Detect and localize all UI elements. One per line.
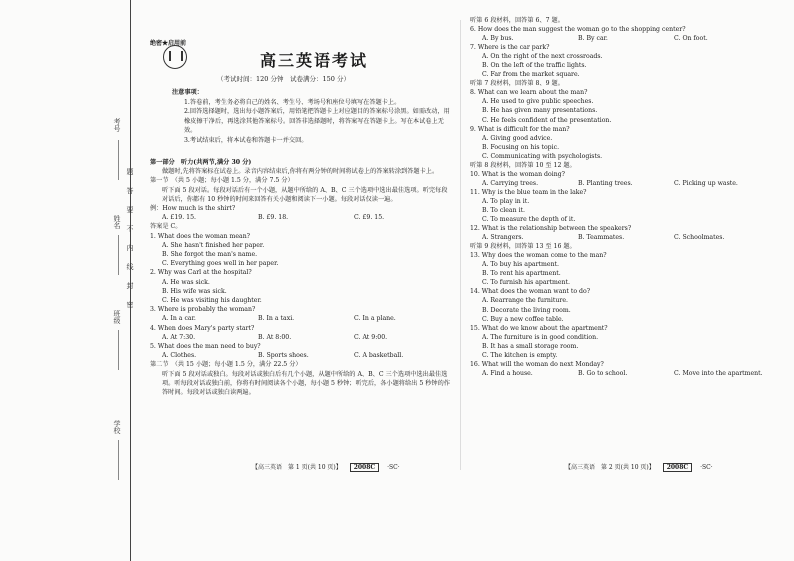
- options-row: [470, 233, 770, 242]
- exam-title: 高三英语考试: [260, 51, 369, 70]
- option: A. Carrying trees.: [482, 179, 539, 187]
- option: A. £19. 15.: [162, 214, 196, 222]
- option: A. On the right of the next crossroads.: [482, 53, 603, 61]
- option: B. She forgot the man's name.: [162, 251, 258, 259]
- option: C. He feels confident of the presentation.: [482, 116, 612, 124]
- option: C. Communicating with psychologists.: [482, 152, 603, 160]
- notice-item: 1.答卷前，考生务必将自己的姓名、考生号、考场号和座位号填写在答题卡上。: [184, 98, 401, 106]
- section2-note: 听下面 5 段对话或独白。每段对话或独白后有几个小题，从题中所给的 A、B、C 三个选项中选出最佳选项。听每段对话或独白前，你将有时间阅读各个小题，每小题 5 秒钟；听完后，各小题将给出 5 秒钟的作答时间。每段对话或独白读两遍。: [162, 370, 450, 397]
- footer-tag: ·SC·: [700, 464, 713, 471]
- material-heading: 听第 6 段材料，回答第 6、7 题。: [470, 17, 564, 24]
- option: A. At 7:30.: [162, 333, 196, 341]
- label-exam-number: 考号: [113, 118, 121, 132]
- option: B. Teammates.: [578, 234, 625, 242]
- question: 9. What is difficult for the man?: [470, 125, 570, 133]
- footer-page: 【高三英语 第 2 页(共 10 页)】: [565, 464, 655, 471]
- option: B. In a taxi.: [258, 315, 295, 323]
- label-name: 姓名: [113, 215, 121, 229]
- seal-char: 密: [126, 301, 134, 308]
- option: A. By bus.: [482, 35, 514, 43]
- option: C. At 9:00.: [354, 333, 388, 341]
- seal-char: 封: [126, 282, 134, 289]
- option: B. He has given many presentations.: [482, 107, 598, 115]
- example-question: 例：How much is the shirt?: [150, 205, 236, 213]
- notice-item: 2.回答选择题时，选出每小题答案后，用铅笔把答题卡上对应题目的答案标号涂黑。如需改动，用橡皮擦干净后，再选涂其他答案标号。回答非选择题时，将答案写在答题卡上。写在本试卷上无效。: [184, 108, 450, 135]
- option: C. Picking up waste.: [674, 179, 738, 187]
- question: 16. What will the woman do next Monday?: [470, 360, 604, 368]
- footer-code: 2008C: [350, 463, 379, 472]
- part1-note: 做题时,先将答案标在试卷上。录音内容结束后,你将有两分钟的时间将试卷上的答案转涂到答题卡上。: [162, 168, 439, 176]
- school-logo-icon: [163, 45, 187, 69]
- option: A. To play in it.: [482, 197, 530, 205]
- binding-border-line: [130, 0, 131, 561]
- option: B. At 8:00.: [258, 333, 292, 341]
- option: B. It has a small storage room.: [482, 342, 579, 350]
- option: B. Go to school.: [578, 369, 628, 377]
- question: 3. Where is probably the woman?: [150, 306, 256, 314]
- question: 6. How does the man suggest the woman go to the shopping center?: [470, 26, 686, 34]
- question: 5. What does the man need to buy?: [150, 343, 261, 351]
- notice-item: 3.考试结束后，将本试卷和答题卡一并交回。: [184, 136, 308, 144]
- option: A. Giving good advice.: [482, 134, 553, 142]
- option: B. His wife was sick.: [162, 287, 227, 295]
- option: C. Everything goes well in her paper.: [162, 260, 279, 268]
- section1-heading: 第一节 （共 5 小题；每小题 1.5 分，满分 7.5 分）: [150, 177, 294, 185]
- question: 15. What do we know about the apartment?: [470, 324, 608, 332]
- option: C. To furnish his apartment.: [482, 279, 570, 287]
- seal-char: 内: [126, 244, 134, 251]
- question: 8. What can we learn about the man?: [470, 89, 588, 97]
- column-divider: [460, 20, 461, 470]
- section1-note: 听下面 5 段对话。每段对话后有一个小题，从题中所给的 A、B、C 三个选项中选出最佳选项。听完每段对话后，你都有 10 秒钟的时间来回答有关小题和阅读下一小题。每段对话仅读一遍。: [162, 186, 448, 203]
- material-heading: 听第 9 段材料，回答第 13 至 16 题。: [470, 243, 576, 251]
- left-column-body: [150, 158, 450, 397]
- left-footer: [252, 462, 400, 471]
- footer-page: 【高三英语 第 1 页(共 10 页)】: [252, 464, 342, 471]
- option: C. Schoolmates.: [674, 234, 725, 242]
- option: C. Far from the market square.: [482, 71, 580, 79]
- option: B. £9. 18.: [258, 214, 289, 222]
- line-name: [118, 235, 119, 275]
- option: B. To clean it.: [482, 206, 525, 214]
- options-row: [150, 314, 450, 323]
- options-row: [150, 351, 450, 360]
- option: B. Planting trees.: [578, 179, 633, 187]
- seal-char: 要: [126, 206, 134, 213]
- option: C. In a plane.: [354, 315, 396, 323]
- option: B. Focusing on his topic.: [482, 143, 560, 151]
- option: B. Decorate the living room.: [482, 306, 571, 314]
- seal-char: 不: [126, 225, 134, 232]
- option: A. Find a house.: [482, 369, 533, 377]
- options-row: [470, 34, 770, 43]
- footer-code: 2008C: [663, 463, 692, 472]
- seal-char: 答: [126, 187, 134, 194]
- question: 7. Where is the car park?: [470, 44, 550, 52]
- line-class: [118, 330, 119, 370]
- line-school: [118, 440, 119, 480]
- option: C. He was visiting his daughter.: [162, 297, 262, 305]
- example-answer: 答案是 C。: [150, 223, 182, 231]
- question: 14. What does the woman want to do?: [470, 288, 591, 296]
- question: 12. What is the relationship between the speakers?: [470, 225, 632, 233]
- option: B. On the left of the traffic lights.: [482, 62, 587, 70]
- option: A. Clothes.: [162, 352, 197, 360]
- option: B. Sports shoes.: [258, 352, 309, 360]
- confidential-mark: 绝密★启用前: [150, 40, 187, 47]
- option: A. He used to give public speeches.: [482, 98, 594, 106]
- option: A. The furniture is in good condition.: [482, 333, 599, 341]
- option: A. To buy his apartment.: [482, 261, 560, 269]
- label-school: 学校: [113, 420, 121, 434]
- option: B. To rent his apartment.: [482, 270, 561, 278]
- label-class: 班级: [113, 310, 121, 324]
- seal-char: 线: [126, 263, 134, 270]
- material-heading: 听第 8 段材料，回答第 10 至 12 题。: [470, 161, 576, 169]
- option: A. In a car.: [162, 315, 196, 323]
- option: C. Move into the apartment.: [674, 369, 763, 377]
- material-heading: 听第 7 段材料，回答第 8、9 题。: [470, 80, 564, 88]
- right-footer: [565, 462, 713, 471]
- option: A. She hasn't finished her paper.: [162, 241, 265, 249]
- option: C. On foot.: [674, 35, 708, 43]
- option: A. Strangers.: [482, 234, 524, 242]
- options-row: [470, 369, 770, 378]
- section2-heading: 第二节 （共 15 小题；每小题 1.5 分，满分 22.5 分）: [150, 361, 302, 369]
- option: C. To measure the depth of it.: [482, 216, 576, 224]
- notice-heading: 注意事项：: [172, 89, 203, 96]
- question: 1. What does the woman mean?: [150, 232, 250, 240]
- footer-tag: ·SC·: [387, 464, 400, 471]
- part1-heading: 第一部分 听力(共两节,满分 30 分): [150, 159, 252, 166]
- option: A. Rearrange the furniture.: [482, 297, 568, 305]
- options-row: [150, 333, 450, 342]
- right-column-body: [470, 16, 770, 378]
- option: C. £9. 15.: [354, 214, 385, 222]
- seal-char: 题: [126, 168, 134, 175]
- option: C. The kitchen is empty.: [482, 351, 558, 359]
- line-exam-number: [118, 140, 119, 180]
- question: 4. When does Mary's party start?: [150, 324, 255, 332]
- question: 2. Why was Carl at the hospital?: [150, 269, 252, 277]
- option: C. A basketball.: [354, 352, 404, 360]
- question: 13. Why does the woman come to the man?: [470, 252, 607, 260]
- options-row: [470, 179, 770, 188]
- notice-block: [172, 88, 452, 146]
- option: B. By car.: [578, 35, 608, 43]
- option: A. He was sick.: [162, 278, 210, 286]
- option: C. Buy a new coffee table.: [482, 315, 564, 323]
- example-options: [150, 213, 450, 222]
- exam-subtitle: （考试时间：120 分钟 试卷满分：150 分）: [217, 75, 350, 83]
- question: 11. Why is the blue team in the lake?: [470, 188, 587, 196]
- question: 10. What is the woman doing?: [470, 170, 565, 178]
